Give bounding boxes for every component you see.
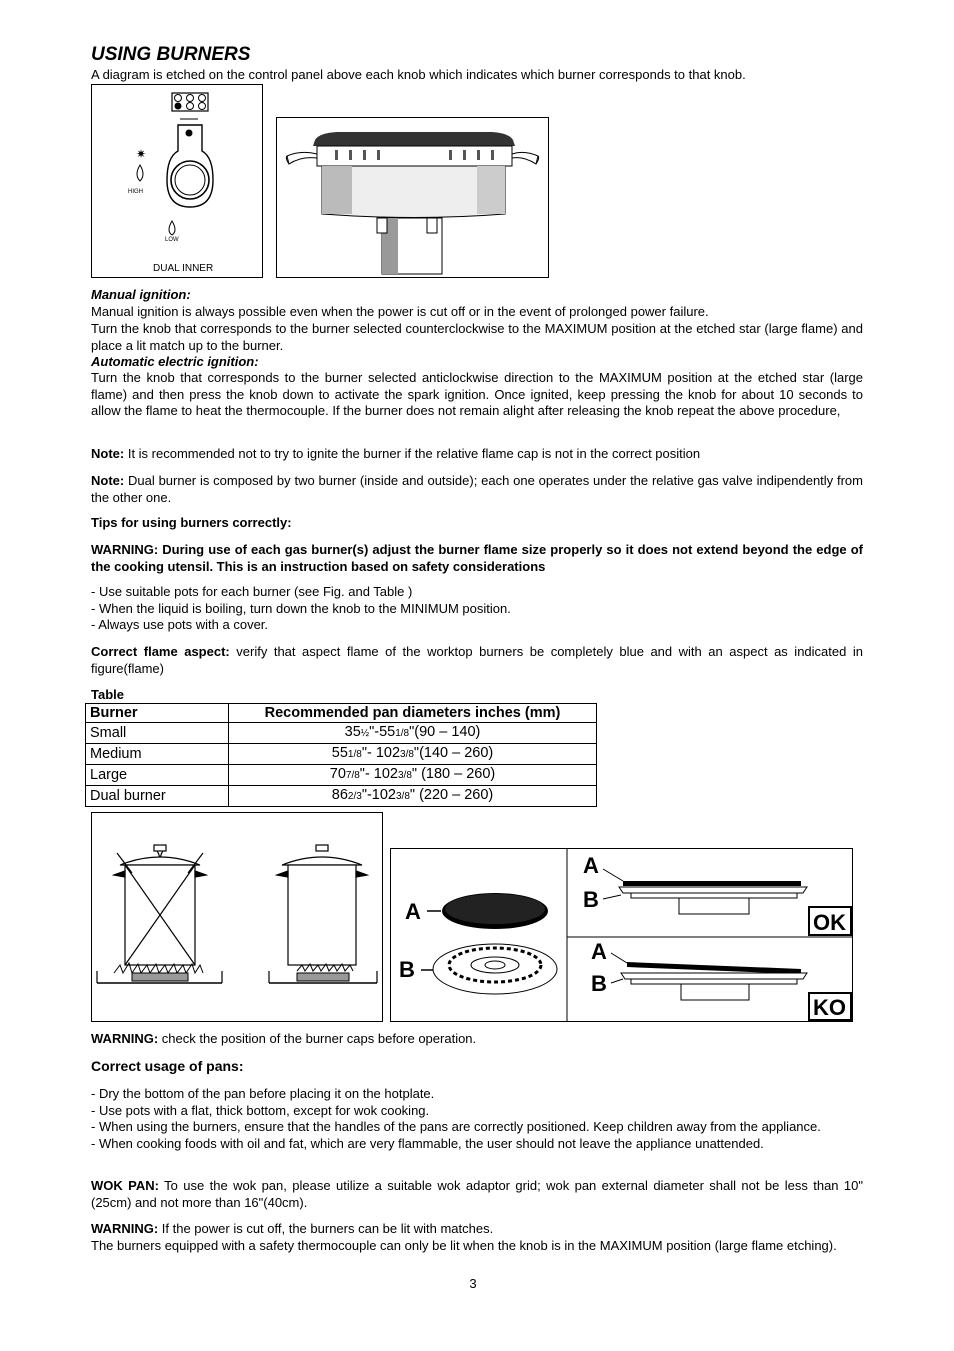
diameter-cell: 707/8"- 1023/8" (180 – 260)	[229, 765, 597, 786]
label-a: A	[405, 899, 421, 924]
label-b-ok: B	[583, 887, 599, 912]
burner-cap-drawing	[391, 849, 852, 1021]
burner-cell: Large	[86, 765, 229, 786]
svg-text:✷: ✷	[136, 147, 147, 161]
diameter-cell: 551/8"- 1023/8"(140 – 260)	[229, 744, 597, 765]
manual-ignition-line1: Manual ignition is always possible even when the power is cut off or in the event of prolonged power failure.	[91, 304, 709, 319]
ko-label: KO	[813, 995, 846, 1020]
manual-ignition-title: Manual ignition:	[91, 287, 191, 302]
table-caption: Table	[91, 687, 124, 702]
list-item: - Use suitable pots for each burner (see Fig. and Table )	[91, 584, 413, 599]
tips-title: Tips for using burners correctly:	[91, 515, 292, 530]
table-row	[86, 723, 597, 744]
pans-title: Correct usage of pans:	[91, 1058, 244, 1074]
automatic-ignition-title: Automatic electric ignition:	[91, 354, 259, 369]
list-item: - Use pots with a flat, thick bottom, except for wok cooking.	[91, 1102, 430, 1118]
table-row	[86, 765, 597, 786]
header-diameters: Recommended pan diameters inches (mm)	[229, 704, 597, 723]
header-burner: Burner	[86, 704, 229, 723]
diameter-cell: 35½"-551/8"(90 – 140)	[229, 723, 597, 744]
warning-power: WARNING: If the power is cut off, the burners can be lit with matches. The burners equipped with a safety thermocouple can only be lit when the knob is in the MAXIMUM position (large flame etching).	[91, 1221, 837, 1253]
burner-drawing	[277, 118, 548, 277]
intro-text: A diagram is etched on the control panel above each knob which indicates which burner corresponds to that knob.	[91, 67, 746, 82]
pot-flame-drawing	[92, 813, 382, 1021]
note-1: Note: It is recommended not to try to ignite the burner if the relative flame cap is not in the correct position	[91, 446, 701, 461]
burner-cell: Dual burner	[86, 786, 229, 807]
page-number: 3	[469, 1276, 477, 1291]
diameter-cell: 862/3"-1023/8" (220 – 260)	[229, 786, 597, 807]
wok-pan-text: WOK PAN: To use the wok pan, please utilize a suitable wok adaptor grid; wok pan external diameter shall not be less than 10" (25cm) and not more than 16"(40cm).	[91, 1178, 863, 1210]
knob-diagram	[91, 84, 263, 278]
table-row	[86, 744, 597, 765]
automatic-ignition-text: Turn the knob that corresponds to the burner selected anticlockwise direction to the MAXIMUM position at the etched star (large flame) and then press the knob down to activate the spark ignition. Once ignited, keep pressing the knob for about 10 seconds to allow the flame to heat the thermocouple. If the burner does not remain alight after releasing the knob repeat the above procedure,	[91, 370, 863, 418]
knob-diagram-drawing	[92, 85, 262, 277]
tips-list	[91, 584, 863, 634]
list-item: - Dry the bottom of the pan before placing it on the hotplate.	[91, 1086, 435, 1101]
label-b-ko: B	[591, 971, 607, 996]
page-title: USING BURNERS	[91, 44, 251, 65]
list-item: - When using the burners, ensure that the handles of the pans are correctly positioned. Keep children away from the appliance.	[91, 1119, 821, 1134]
warning-caps: WARNING: check the position of the burner caps before operation.	[91, 1031, 477, 1046]
note-2: Note: Dual burner is composed by two burner (inside and outside); each one operates under the relative gas valve indipendently from the other one.	[91, 473, 863, 505]
pot-flame-figure	[91, 812, 383, 1022]
burner-cap-figure	[390, 848, 853, 1022]
burner-side-view	[276, 117, 549, 278]
warning-flame-size: WARNING: During use of each gas burner(s) adjust the burner flame size properly so it does not extend beyond the edge of the cooking utensil. This is an instruction based on safety considerations	[91, 542, 863, 574]
table-header-row	[86, 704, 597, 723]
burner-cell: Small	[86, 723, 229, 744]
ok-label: OK	[813, 910, 846, 935]
flame-aspect: Correct flame aspect: verify that aspect flame of the worktop burners be completely blue and with an aspect as indicated in figure(flame)	[91, 644, 863, 676]
dual-inner-caption: DUAL INNER	[153, 263, 214, 274]
high-label: HIGH	[128, 189, 143, 195]
label-a-ok: A	[583, 853, 599, 878]
table-row	[86, 786, 597, 807]
list-item: - When the liquid is boiling, turn down the knob to the MINIMUM position.	[91, 600, 511, 616]
pan-diameter-table	[85, 703, 597, 807]
label-b: B	[399, 957, 415, 982]
manual-ignition-line2: Turn the knob that corresponds to the burner selected counterclockwise to the MAXIMUM position at the etched star (large flame) and place a lit match up to the burner.	[91, 321, 863, 353]
list-item: - Always use pots with a cover.	[91, 617, 269, 632]
list-item: - When cooking foods with oil and fat, which are very flammable, the user should not leave the appliance unattended.	[91, 1135, 764, 1151]
low-label: LOW	[165, 237, 179, 243]
label-a-ko: A	[591, 939, 607, 964]
burner-cell: Medium	[86, 744, 229, 765]
pans-list	[91, 1086, 863, 1152]
